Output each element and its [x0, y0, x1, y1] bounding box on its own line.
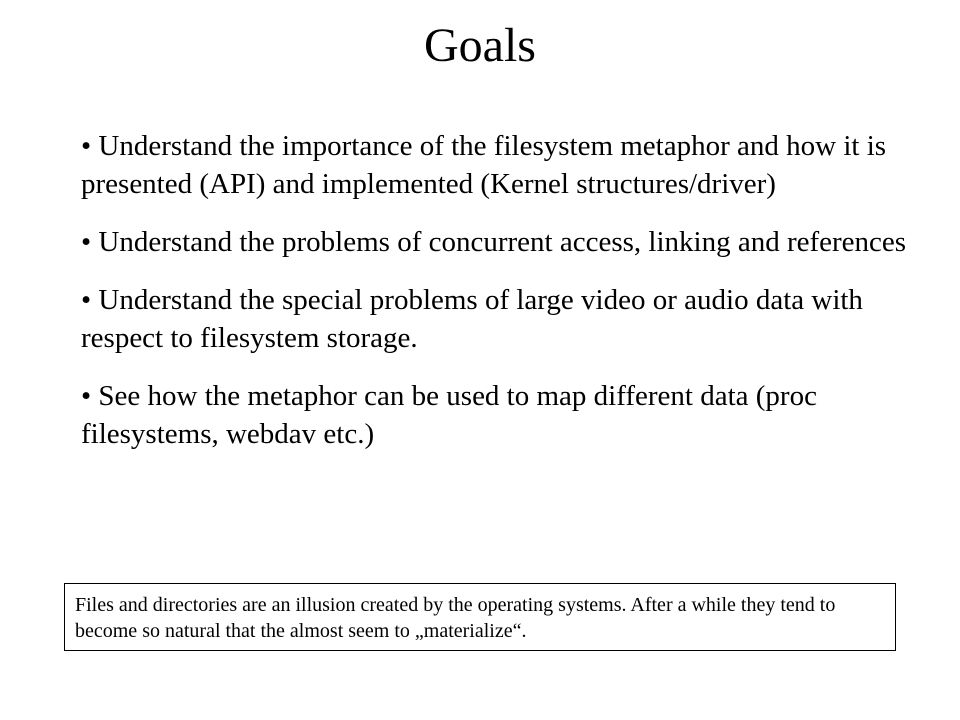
slide-title: Goals — [424, 19, 536, 72]
bullet-item — [81, 223, 921, 261]
bullet-text: Understand the importance of the filesystem metaphor and how it is presented (API) and implemented (Kernel structures/driver) — [81, 130, 887, 200]
bullet-item — [81, 127, 921, 203]
bullet-marker: • — [81, 226, 92, 258]
bullet-marker: • — [81, 130, 92, 162]
note-text: Files and directories are an illusion created by the operating systems. After a while they tend to become so natural that the almost seem to „materialize“. — [75, 594, 836, 642]
bullet-marker: • — [81, 380, 92, 412]
note-box — [64, 583, 896, 651]
goals-list — [81, 127, 921, 473]
bullet-item — [81, 281, 921, 357]
bullet-item — [81, 377, 921, 453]
bullet-text: Understand the special problems of large video or audio data with respect to filesystem storage. — [81, 284, 863, 354]
bullet-marker: • — [81, 284, 92, 316]
bullet-text: See how the metaphor can be used to map different data (proc filesystems, webdav etc.) — [81, 380, 817, 450]
bullet-text: Understand the problems of concurrent access, linking and references — [98, 226, 907, 258]
